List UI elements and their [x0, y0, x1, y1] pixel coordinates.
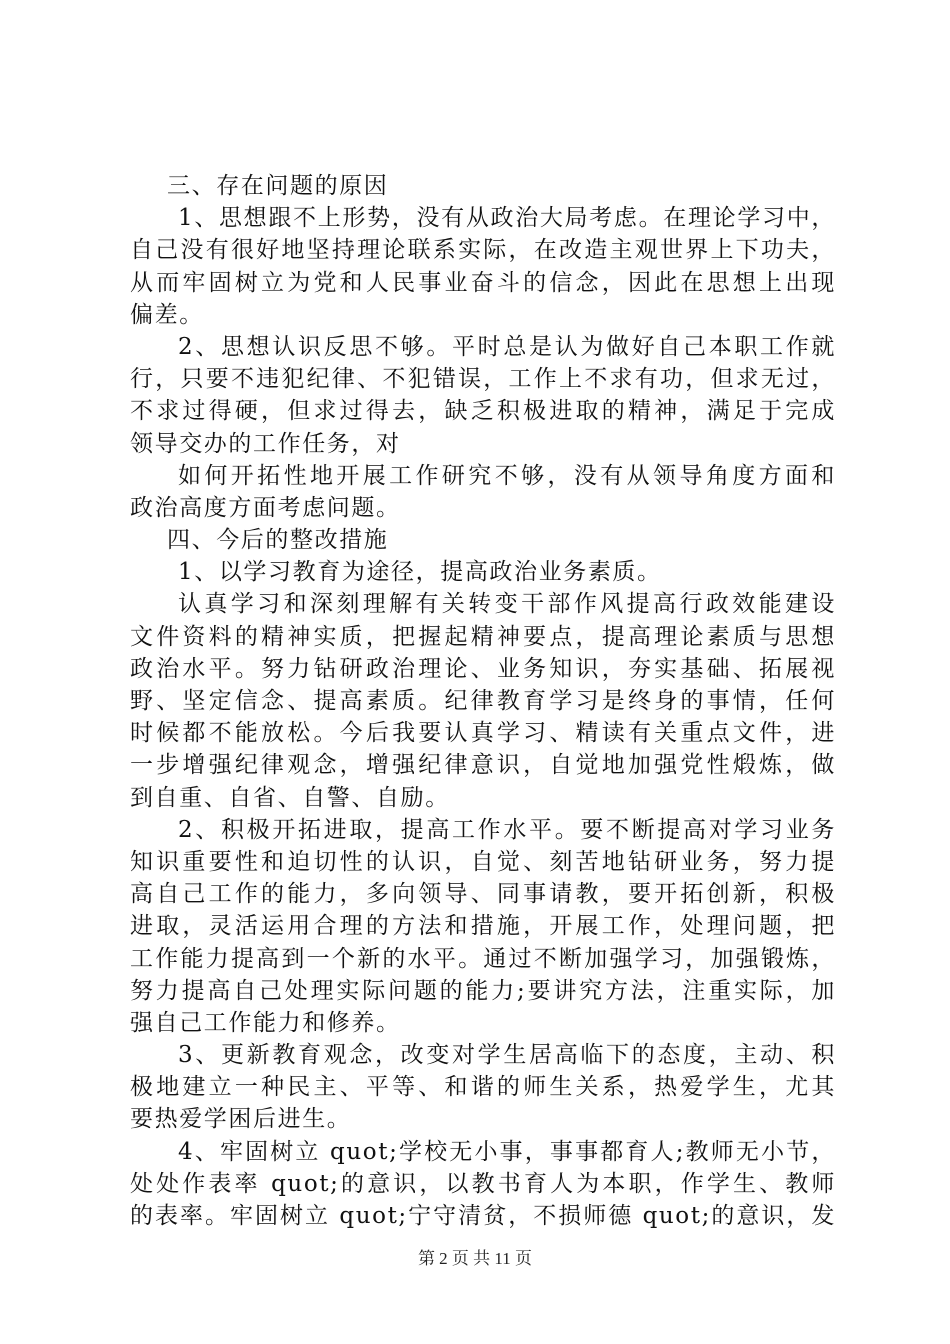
text-line: 自己没有很好地坚持理论联系实际，在改造主观世界上下功夫，: [130, 237, 836, 264]
text-line: 3、更新教育观念，改变对学生居高临下的态度，主动、积: [178, 1042, 836, 1069]
text-line: 政治水平。努力钻研政治理论、业务知识，夯实基础、拓展视: [130, 655, 836, 682]
text-line: 一步增强纪律观念，增强纪律意识，自觉地加强党性煅炼，做: [130, 752, 836, 779]
text-line: 进取，灵活运用合理的方法和措施，开展工作，处理问题，把: [130, 913, 836, 940]
text-line: 政治高度方面考虑问题。: [130, 494, 401, 521]
text-line: 四、今后的整改措施: [167, 527, 389, 554]
text-line: 从而牢固树立为党和人民事业奋斗的信念，因此在思想上出现: [130, 269, 836, 296]
document-body: [130, 170, 836, 1232]
text-line: 1、思想跟不上形势，没有从政治大局考虑。在理论学习中，: [178, 205, 836, 232]
text-line: 处处作表率 quot;的意识，以教书育人为本职，作学生、教师: [130, 1170, 836, 1197]
text-line: 极地建立一种民主、平等、和谐的师生关系，热爱学生，尤其: [130, 1074, 836, 1101]
text-line: 1、以学习教育为途径，提高政治业务素质。: [178, 559, 662, 586]
text-line: 高自己工作的能力，多向领导、同事请教，要开拓创新，积极: [130, 881, 836, 908]
text-line: 不求过得硬，但求过得去，缺乏积极进取的精神，满足于完成: [130, 398, 836, 425]
text-line: 知识重要性和迫切性的认识，自觉、刻苦地钻研业务，努力提: [130, 848, 836, 875]
text-line: 认真学习和深刻理解有关转变干部作风提高行政效能建设: [178, 591, 836, 618]
text-line: 野、坚定信念、提高素质。纪律教育学习是终身的事情，任何: [130, 688, 836, 714]
text-line: 三、存在问题的原因: [167, 173, 389, 199]
text-line: 强自己工作能力和修养。: [130, 1009, 401, 1036]
page-footer: 第 2 页 共 11 页: [417, 1249, 533, 1268]
text-line: 的表率。牢固树立 quot;宁守清贫，不损师德 quot;的意识，发: [130, 1203, 836, 1229]
text-line: 工作能力提高到一个新的水平。通过不断加强学习，加强锻炼，: [130, 945, 836, 972]
text-line: 努力提高自己处理实际问题的能力;要讲究方法，注重实际，加: [130, 977, 836, 1004]
text-line: 要热爱学困后进生。: [130, 1106, 352, 1133]
text-line: 2、积极开拓进取，提高工作水平。要不断提高对学习业务: [178, 816, 836, 843]
text-line: 到自重、自省、自警、自励。: [130, 784, 450, 811]
text-line: 4、牢固树立 quot;学校无小事，事事都育人;教师无小节，: [178, 1138, 836, 1165]
text-line: 如何开拓性地开展工作研究不够，没有从领导角度方面和: [178, 462, 836, 489]
text-line: 领导交办的工作任务，对: [130, 430, 401, 457]
text-line: 时候都不能放松。今后我要认真学习、精读有关重点文件，进: [130, 720, 836, 747]
text-line: 偏差。: [130, 301, 204, 328]
text-line: 文件资料的精神实质，把握起精神要点，提高理论素质与思想: [130, 623, 836, 650]
text-line: 2、思想认识反思不够。平时总是认为做好自己本职工作就: [178, 333, 836, 360]
text-line: 行，只要不违犯纪律、不犯错误，工作上不求有功，但求无过，: [130, 366, 836, 393]
